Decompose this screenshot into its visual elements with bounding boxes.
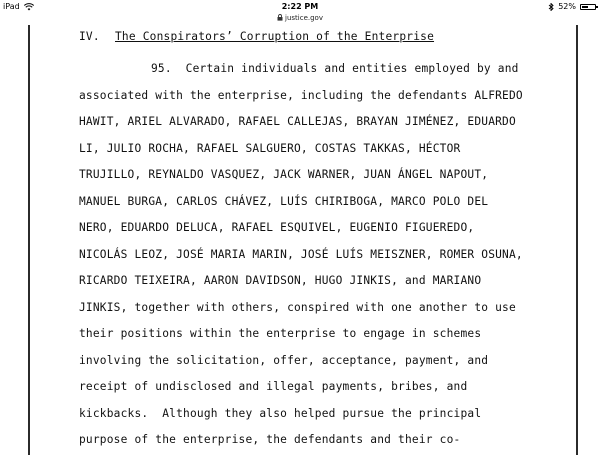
text-line: HAWIT, ARIEL ALVARADO, RAFAEL CALLEJAS, BRAYAN JIMÉNEZ, EDUARDO: [79, 115, 516, 128]
address-bar[interactable]: [0, 11, 600, 25]
text-line: receipt of undisclosed and illegal payments, bribes, and: [79, 380, 468, 393]
battery-percent: 52%: [558, 2, 576, 11]
status-bar-right: [548, 2, 596, 11]
section-heading: [79, 30, 434, 43]
url-text: justice.gov: [285, 14, 323, 22]
text-line: kickbacks. Although they also helped pursue the principal: [79, 406, 482, 420]
clock: 2:22 PM: [281, 2, 319, 11]
bluetooth-icon: [548, 3, 554, 11]
battery-icon: [580, 4, 596, 10]
text-line: NICOLÁS LEOZ, JOSÉ MARIA MARIN, JOSÉ LUÍS MEISZNER, ROMER OSUNA,: [79, 247, 523, 261]
device-label: iPad: [3, 2, 20, 11]
text-line: RICARDO TEIXEIRA, AARON DAVIDSON, HUGO JINKIS, and MARIANO: [79, 274, 482, 287]
lock-icon: [277, 12, 283, 26]
text-line: JINKIS, together with others, conspired with one another to use: [79, 300, 516, 314]
text-line: purpose of the enterprise, the defendants and their co-: [79, 433, 461, 446]
paragraph-95: [79, 56, 559, 454]
text-line: involving the solicitation, offer, acceptance, payment, and: [79, 353, 489, 367]
text-line: MANUEL BURGA, CARLOS CHÁVEZ, LUÍS CHIRIBOGA, MARCO POLO DEL: [79, 194, 489, 208]
text-line: associated with the enterprise, including the defendants ALFREDO: [79, 88, 523, 102]
text-line: 95. Certain individuals and entities employed by and: [151, 62, 519, 75]
text-line: their positions within the enterprise to engage in schemes: [79, 327, 482, 340]
text-line: NERO, EDUARDO DELUCA, RAFAEL ESQUIVEL, EUGENIO FIGUEREDO,: [79, 221, 475, 234]
text-line: LI, JULIO ROCHA, RAFAEL SALGUERO, COSTAS TAKKAS, HÉCTOR: [79, 141, 461, 155]
text-line: TRUJILLO, REYNALDO VASQUEZ, JACK WARNER, JUAN ÁNGEL NAPOUT,: [79, 168, 489, 181]
section-title: The Conspirators’ Corruption of the Enterprise: [115, 30, 435, 43]
section-number: IV.: [79, 30, 100, 43]
battery-fill: [582, 6, 588, 8]
